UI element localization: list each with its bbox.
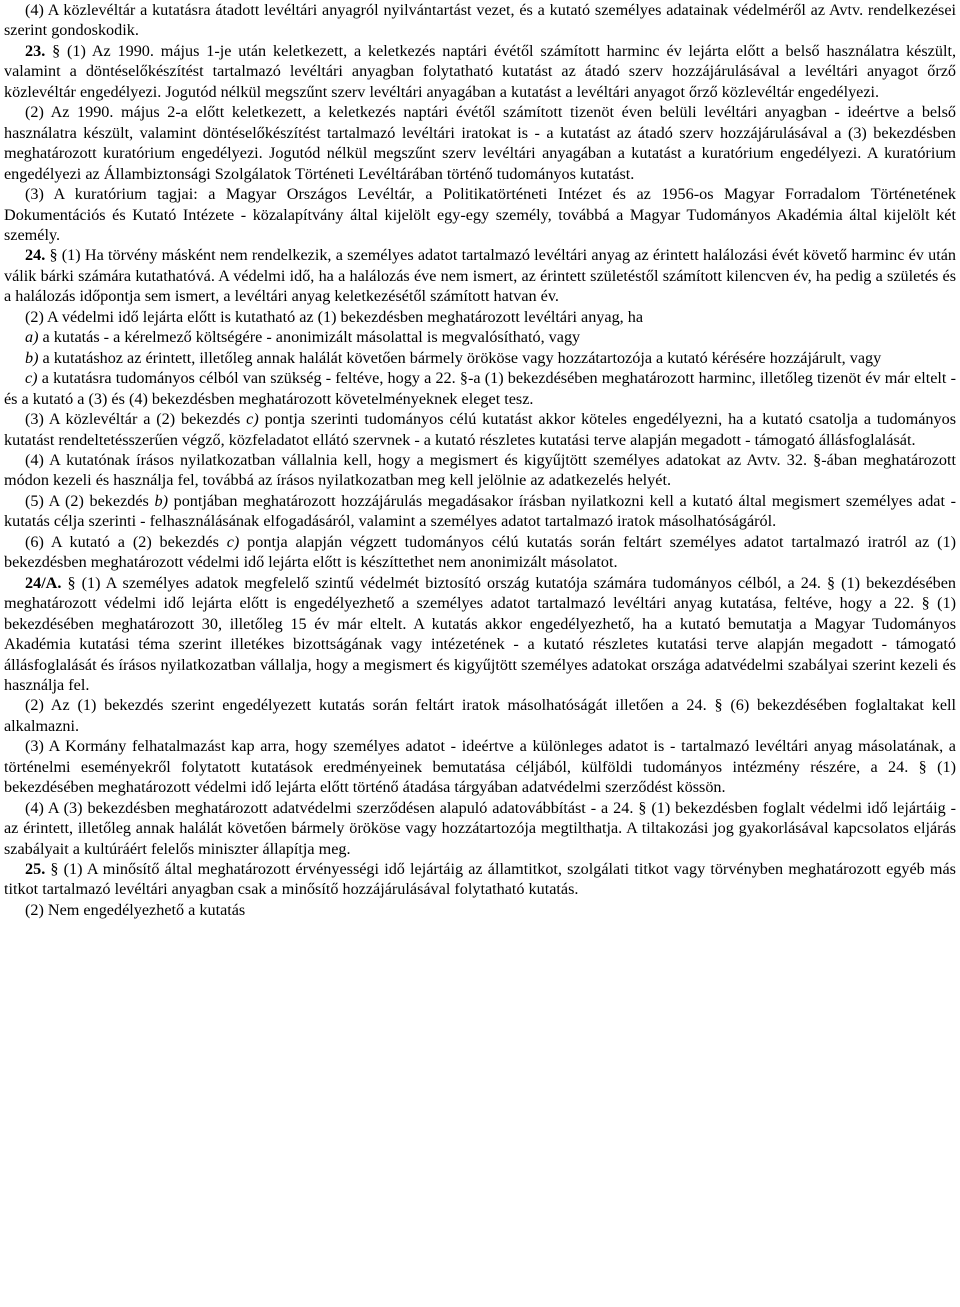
section-number: 24.: [25, 246, 46, 265]
paragraph: [4, 736, 956, 797]
paragraph: [4, 491, 956, 532]
paragraph: [4, 307, 956, 327]
section-number: 25.: [25, 860, 46, 879]
paragraph-text: pontja alapján végzett tudományos célú kutatás során feltárt személyes adatot tartalmazó iratról az (1) bekezdésben meghatározott védelmi idő lejárta előtt is készíttethet nem anonimizált másolatot.: [4, 532, 956, 572]
paragraph: [4, 409, 956, 450]
paragraph: [4, 0, 956, 41]
paragraph: [4, 327, 956, 347]
point-letter: b): [25, 348, 39, 367]
paragraph: [4, 450, 956, 491]
paragraph: [4, 695, 956, 736]
paragraph: [4, 102, 956, 184]
paragraph-text: pontja szerinti tudományos célú kutatást akkor köteles engedélyezni, ha a kutató csatolja a tudományos kutatást rendeltetésszerűen végző, közfeladatot ellátó szervnek - a kutató részletes kutatási terve alapján megadott - támogató állásfoglalását.: [4, 410, 956, 449]
paragraph-text: (3) A kuratórium tagjai: a Magyar Országos Levéltár, a Politikatörténeti Intézet és az 1956-os Magyar Forradalom Történetének Dokumentációs és Kutató Intézete - közalapítvány által kijelölt egy-egy személy, továbbá a Magyar Tudományos Akadémia által kijelölt két személy.: [4, 185, 956, 244]
paragraph: [4, 245, 956, 306]
point-letter: a): [25, 328, 39, 347]
paragraph: [4, 573, 956, 696]
paragraph-text: (3) A Kormány felhatalmazást kap arra, hogy személyes adatot - ideértve a különleges adatot is - tartalmazó levéltári anyag másolatának, a történelmi eseményekről folytatott kutatások eredményeinek bemutatása céljából, külföldi tudományos intézmény részére, a 24. § (1) bekezdésében meghatározott védelmi idő lejárta előtt történő átadása tárgyában adatvédelmi szerződést kössön.: [4, 737, 956, 797]
paragraph-text: (6) A kutató a (2) bekezdés: [25, 532, 227, 551]
paragraph-text: (3) A közlevéltár a (2) bekezdés: [25, 410, 247, 429]
paragraph: [4, 532, 956, 573]
point-letter: c): [246, 410, 259, 429]
paragraph-text: (5) A (2) bekezdés: [25, 491, 155, 510]
paragraph-text: (4) A közlevéltár a kutatásra átadott levéltári anyagról nyilvántartást vezet, és a kutató személyes adatainak védelméről az Avtv. rendelkezései szerint gondoskodik.: [4, 1, 956, 40]
paragraph-text: (4) A (3) bekezdésben meghatározott adatvédelmi szerződésen alapuló adatovábbítást - a 24. § (1) bekezdésben foglalt védelmi idő lejártáig - az érintett, illetőleg annak halálát követően bármely örököse vagy hozzátartozója megtilthatja. A tiltakozási jog gyakorlásával kapcsolatos eljárás szabályait a kultúráért felelős miniszter állapítja meg.: [4, 798, 956, 858]
paragraph-text: (2) A védelmi idő lejárta előtt is kutatható az (1) bekezdésben meghatározott levéltári anyag, ha: [25, 307, 644, 326]
paragraph: [4, 859, 956, 900]
paragraph-text: § (1) Az 1990. május 1-je után keletkezett, a keletkezés naptári évétől számított harminc év lejárta előtt a belső használatra készült, valamint a döntéselőkészítést tartalmazó levéltári anyagban folytatható kutatást az átadó szerv hozzájárulásával a levéltári anyagot őrző közlevéltár engedélyezi. Jogutód nélkül megszűnt szerv levéltári anyagában a kutatást a levéltári anyagot őrző közlevéltár engedélyezi.: [4, 41, 956, 101]
paragraph: [4, 348, 956, 368]
paragraph-text: a kutatás - a kérelmező költségére - anonimizált másolattal is megvalósítható, vagy: [38, 328, 581, 347]
paragraph: [4, 368, 956, 409]
paragraph-text: (2) Az (1) bekezdés szerint engedélyezett kutatás során feltárt iratok másolhatóságát illetően a 24. § (6) bekezdésében foglaltakat kell alkalmazni.: [4, 696, 956, 735]
point-letter: c): [25, 369, 38, 388]
point-letter: b): [154, 491, 168, 510]
paragraph-text: a kutatáshoz az érintett, illetőleg annak halálát követően bármely örököse vagy hozzátartozója a kutató kérésére hozzájárult, vagy: [38, 348, 882, 367]
document-page: [4, 0, 956, 920]
paragraph-text: § (1) A minősítő által meghatározott érvényességi idő lejártáig az államtitkot, szolgálati titkot vagy törvényben meghatározott egyéb más titkot tartalmazó levéltári anyagban csak a minősítő hozzájárulásával folytatható kutatás.: [4, 860, 956, 899]
paragraph-text: (2) Nem engedélyezhető a kutatás: [25, 900, 246, 919]
paragraph-text: a kutatásra tudományos célból van szükség - feltéve, hogy a 22. §-a (1) bekezdésében meghatározott harminc, illetőleg tizenöt év már eltelt - és a kutató a (3) és (4) bekezdésben meghatározott követelményeknek eleget tesz.: [4, 369, 956, 408]
paragraph-text: § (1) A személyes adatok megfelelő szintű védelmét biztosító ország kutatója számára tudományos célból, a 24. § (1) bekezdésében meghatározott védelmi idő lejárta előtt is engedélyezhető a személyes adatot tartalmazó levéltári anyag kutatása, feltéve, hogy a 22. § (1) bekezdésében meghatározott 30, illetőleg 15 év már eltelt. A kutatás akkor engedélyezhető, ha a kutató bemutatja a Magyar Tudományos Akadémia kutatási téma szerint illetékes bizottságának vagy intézetének - a kutató részletes kutatási terve alapján megadott - támogató állásfoglalását és írásos nyilatkozatban vállalja, hogy a megismert és kigyűjtött személyes adatokat országa adatvédelmi szabályai szerint kezeli és használja fel.: [4, 573, 956, 694]
paragraph-text: pontjában meghatározott hozzájárulás megadásakor írásban nyilatkozni kell a kutató által megismert személyes adat - kutatás célja szerinti - felhasználásának elfogadásáról, valamint a személyes adatot tartalmazó iratok másolhatóságáról.: [4, 491, 956, 531]
section-number: 24/A.: [25, 573, 62, 592]
paragraph: [4, 41, 956, 102]
paragraph: [4, 900, 956, 920]
section-number: 23.: [25, 41, 46, 60]
paragraph-text: (2) Az 1990. május 2-a előtt keletkezett, a keletkezés naptári évétől számított tizenöt éven belüli levéltári anyagban - ideértve a belső használatra készült, valamint döntéselőkészítést tartalmazó levéltári iratokat is - a kutatást az átadó szerv hozzájárulásával a (3) bekezdésben meghatározott kuratórium engedélyezi. Jogutód nélkül megszűnt szerv levéltári anyagában a kutatást a kuratórium engedélyezi. A kuratórium engedélyezi az Állambiztonsági Szolgálatok Történeti Levéltárában történő tudományos kutatást.: [4, 103, 956, 183]
paragraph-text: (4) A kutatónak írásos nyilatkozatban vállalnia kell, hogy a megismert és kigyűjtött személyes adatokat az Avtv. 32. §-ában meghatározott módon kezeli és használja fel, továbbá az írásos nyilatkozatban meg kell jelölnie az adatkezelés helyét.: [4, 450, 956, 490]
paragraph: [4, 798, 956, 859]
paragraph: [4, 184, 956, 245]
paragraph-text: § (1) Ha törvény másként nem rendelkezik, a személyes adatot tartalmazó levéltári anyag az érintett halálozási évét követő harminc év után válik bárki számára kutathatóvá. A védelmi idő, ha a halálozás éve nem ismert, az érintett születéstől számított kilencven év, ha pedig a születés és a halálozás időpontja sem ismert, a levéltári anyag keletkezésétől számított hatvan év.: [4, 246, 956, 306]
point-letter: c): [226, 532, 240, 551]
